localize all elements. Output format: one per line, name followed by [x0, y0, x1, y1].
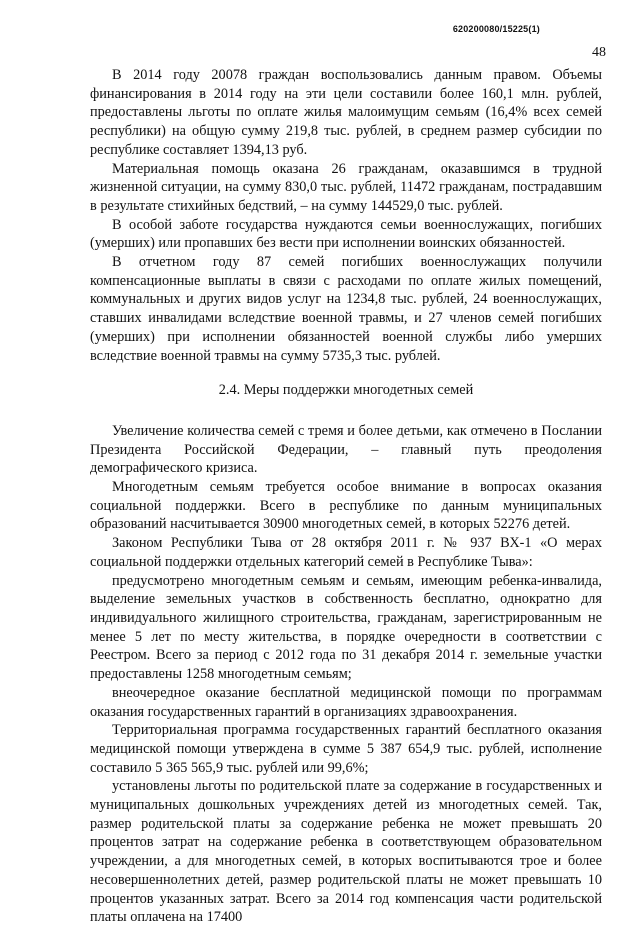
- document-body: [90, 66, 602, 927]
- paragraph-land-plots: предусмотрено многодетным семьям и семьям, имеющим ребенка-инвалида, выделение земельных участков в собственность бесплатно, однократно для индивидуального жилищного строительства, гражданам, зарегистрированным не менее 5 лет по месту жительства, в порядке очередности в соответствии с Реестром. Всего за период с 2012 года по 31 декабря 2014 г. земельные участки предоставлены 1258 многодетным семьям;: [90, 572, 602, 683]
- document-id: 620200080/15225(1): [452, 24, 540, 34]
- paragraph-subsidies: В 2014 году 20078 граждан воспользовались данным правом. Объемы финансирования в 2014 году на эти цели составили более 160,1 млн. рублей, предоставлены льготы по оплате жилья малоимущим семьям (16,4% всех семей республики) на общую сумму 219,8 тыс. рублей, в среднем размер субсидии по республике составляет 1394,13 руб.: [90, 67, 602, 158]
- paragraph-law: Законом Республики Тыва от 28 октября 2011 г. № 937 ВХ-1 «О мерах социальной поддержки отдельных категорий семей в Республике Тыва»:: [90, 535, 602, 570]
- paragraph-military-families: В особой заботе государства нуждаются семьи военнослужащих, погибших (умерших) или пропавших без вести при исполнении воинских обязанностей.: [90, 216, 602, 252]
- paragraph-medical-care: внеочередное оказание бесплатной медицинской помощи по программам оказания государственных гарантий в организациях здравоохранения.: [90, 684, 602, 720]
- page-number: 48: [592, 45, 606, 60]
- paragraph-compensation: В отчетном году 87 семей погибших военнослужащих получили компенсационные выплаты в связи с расходами по оплате жилых помещений, коммунальных и других видов услуг на 1234,8 тыс. рублей, 24 военнослужащих, ставших инвалидами вследствие военной травмы, и 27 членов семей погибших (умерших) при исполнении обязанностей военной службы либо умерших вследствие военной травмы на сумму 5735,3 тыс. рублей.: [90, 254, 602, 364]
- paragraph-territorial-program: Территориальная программа государственных гарантий бесплатного оказания медицинской помощи утверждена в сумме 5 387 654,9 тыс. рублей, исполнение составило 5 365 565,9 тыс. рублей или 99,6%;: [90, 722, 602, 776]
- paragraph-large-families: Многодетным семьям требуется особое внимание в вопросах оказания социальной поддержки. Всего в республике по данным муниципальных образований насчитывается 30900 многодетных семей, в которых 52276 детей.: [90, 479, 602, 533]
- paragraph-parental-fee: установлены льготы по родительской плате за содержание в государственных и муниципальных дошкольных учреждениях детей из многодетных семей. Так, размер родительской платы за содержание ребенка не может превышать 20 процентов затрат на содержание ребенка в соответствующем образовательном учреждении, а для многодетных семей, в которых воспитываются трое и более несовершеннолетних детей, размер родительской платы не может превышать 10 процентов указанных затрат. Всего за 2014 год компенсация части родительской платы оплачена на 17400: [90, 778, 602, 926]
- paragraph-material-aid: Материальная помощь оказана 26 гражданам, оказавшимся в трудной жизненной ситуации, на сумму 830,0 тыс. рублей, 11472 гражданам, пострадавшим в результате стихийных бедствий, – на сумму 144529,0 тыс. рублей.: [90, 160, 602, 214]
- section-heading: 2.4. Меры поддержки многодетных семей: [218, 382, 474, 399]
- paragraph-demography: Увеличение количества семей с тремя и более детьми, как отмечено в Послании Президента Российской Федерации, – главный путь преодоления демографического кризиса.: [90, 422, 602, 477]
